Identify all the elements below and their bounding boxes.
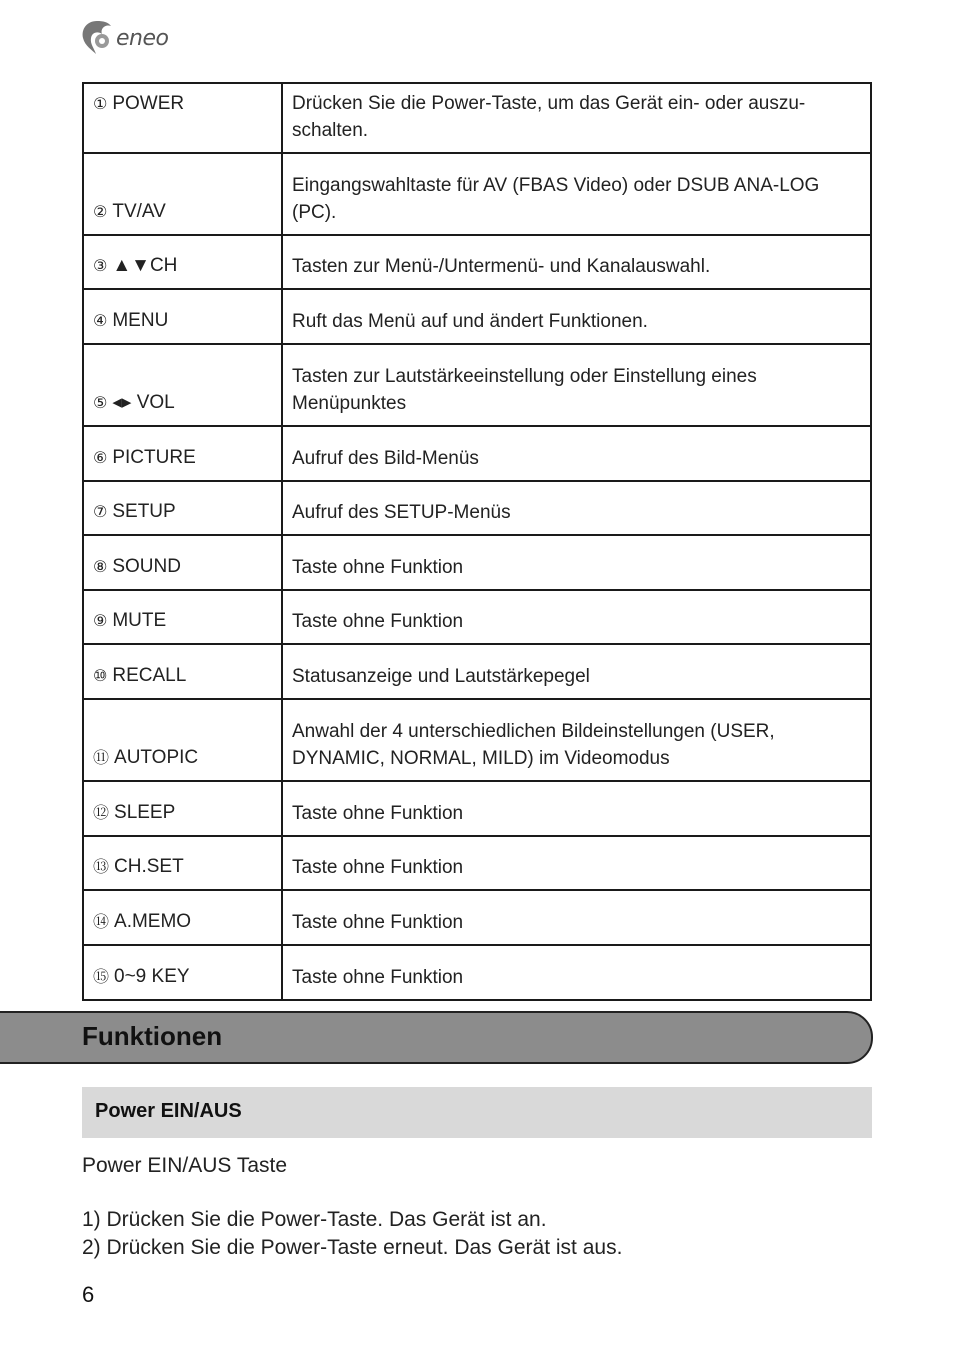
key-label: A.MEMO (114, 911, 192, 932)
key-label: SETUP (112, 501, 176, 522)
table-row (83, 699, 871, 781)
key-description: Tasten zur Lautstärkeeinstellung oder Einstellung eines Menüpunktes (282, 344, 871, 426)
table-row (83, 426, 871, 481)
key-cell (83, 344, 282, 426)
key-description: Drücken Sie die Power-Taste, um das Gerät ein- oder auszu-schalten. (282, 83, 871, 153)
key-description: Taste ohne Funktion (282, 781, 871, 836)
key-cell (83, 945, 282, 1000)
key-cell (83, 153, 282, 235)
eneo-logo-icon (80, 19, 114, 57)
key-number: ⑦ (93, 504, 108, 521)
key-cell (83, 781, 282, 836)
key-label: CH.SET (114, 856, 184, 877)
table-row (83, 890, 871, 945)
brand-name: eneo (116, 25, 169, 51)
key-number: ③ (93, 258, 108, 275)
key-description: Statusanzeige und Lautstärkepegel (282, 644, 871, 699)
key-description: Taste ohne Funktion (282, 590, 871, 644)
key-cell (83, 644, 282, 699)
key-description: Ruft das Menü auf und ändert Funktionen. (282, 289, 871, 344)
table-row (83, 535, 871, 590)
table-row (83, 235, 871, 289)
table-row (83, 781, 871, 836)
key-label: 0~9 KEY (114, 966, 190, 987)
key-label: POWER (112, 93, 185, 114)
key-number: ⑪ (93, 750, 110, 767)
intro-text: Power EIN/AUS Taste (82, 1154, 288, 1177)
key-number: ⑫ (93, 805, 110, 822)
key-number: ⑧ (93, 559, 108, 576)
table-row (83, 83, 871, 153)
subsection-title: Power EIN/AUS (95, 1100, 242, 1122)
key-label: ◂▸ VOL (112, 392, 175, 413)
key-description: Taste ohne Funktion (282, 836, 871, 890)
table-row (83, 644, 871, 699)
key-cell (83, 535, 282, 590)
key-label: MENU (112, 310, 169, 331)
step-2-text: 2) Drücken Sie die Power-Taste erneut. Das Gerät ist aus. (82, 1236, 623, 1259)
key-cell (83, 481, 282, 535)
table-row (83, 289, 871, 344)
key-number: ⑮ (93, 969, 110, 986)
key-cell (83, 890, 282, 945)
key-cell (83, 836, 282, 890)
key-description: Taste ohne Funktion (282, 890, 871, 945)
key-number: ⑥ (93, 450, 108, 467)
key-description: Anwahl der 4 unterschiedlichen Bildeinstellungen (USER, DYNAMIC, NORMAL, MILD) im Videomodus (282, 699, 871, 781)
key-cell (83, 426, 282, 481)
key-label: TV/AV (112, 201, 166, 222)
key-cell (83, 235, 282, 289)
section-title: Funktionen (82, 1021, 223, 1051)
table-row (83, 481, 871, 535)
key-label: SLEEP (114, 802, 176, 823)
key-description: Tasten zur Menü-/Untermenü- und Kanalauswahl. (282, 235, 871, 289)
key-number: ⑭ (93, 914, 110, 931)
page-number: 6 (82, 1282, 95, 1307)
table-row (83, 836, 871, 890)
key-description: Taste ohne Funktion (282, 945, 871, 1000)
step-1-text: 1) Drücken Sie die Power-Taste. Das Gerät ist an. (82, 1208, 547, 1231)
key-label: RECALL (112, 665, 187, 686)
key-cell (83, 590, 282, 644)
key-label: ▲▼CH (112, 255, 178, 276)
key-description: Taste ohne Funktion (282, 535, 871, 590)
key-number: ② (93, 204, 108, 221)
key-number: ① (93, 96, 108, 113)
key-label: SOUND (112, 556, 181, 577)
key-label: PICTURE (112, 447, 196, 468)
key-number: ⑤ (93, 395, 108, 412)
key-label: AUTOPIC (114, 747, 199, 768)
table-row (83, 153, 871, 235)
key-description: Aufruf des SETUP-Menüs (282, 481, 871, 535)
key-label: MUTE (112, 610, 167, 631)
key-cell (83, 289, 282, 344)
key-number: ⑩ (93, 668, 108, 685)
table-row (83, 590, 871, 644)
key-description: Aufruf des Bild-Menüs (282, 426, 871, 481)
key-number: ⑨ (93, 613, 108, 630)
key-cell (83, 699, 282, 781)
key-cell (83, 83, 282, 153)
table-row (83, 945, 871, 1000)
table-row (83, 344, 871, 426)
brand-logo (80, 18, 168, 58)
key-description: Eingangswahltaste für AV (FBAS Video) oder DSUB ANA-LOG (PC). (282, 153, 871, 235)
key-function-table (82, 82, 872, 1001)
key-number: ⑬ (93, 859, 110, 876)
key-number: ④ (93, 313, 108, 330)
